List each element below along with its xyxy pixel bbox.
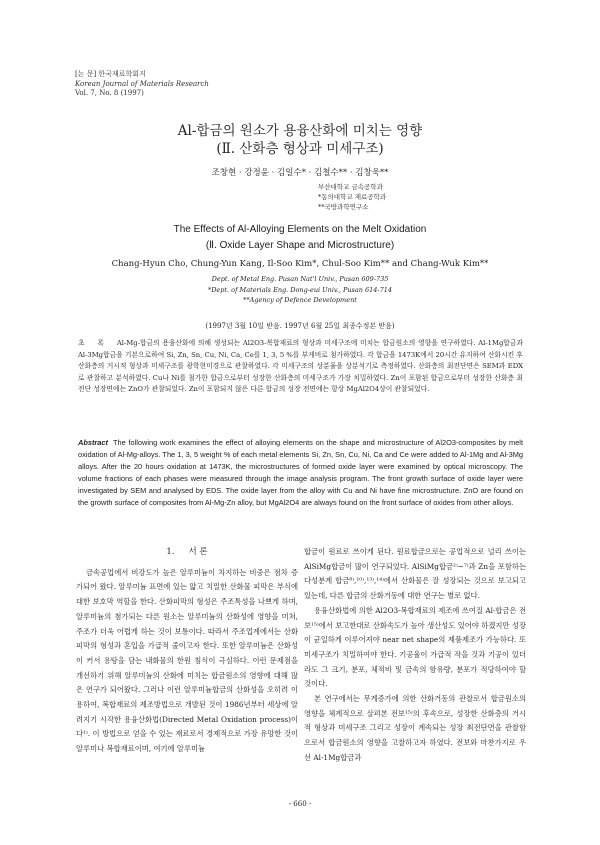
paragraph: 본 연구에서는 무게증가에 의한 산화거동의 관찰로서 합금원소의 영향을 체계적으로 살펴본 전보¹⁵⁾의 후속으로, 성장한 산화층의 거시적 형상과 미세구조 그리고 성장이 계속되는 성장 최전단면을 관찰함으로서 합금원소의 영향을 고찰하고자 하였다. 전보와 마찬가지로 우선 Al-1Mg합금과 — [304, 694, 526, 762]
received-date: (1997년 3월 10일 받음. 1997년 6월 25일 최종수정본 받음) — [205, 322, 395, 330]
title-ko-line2: (Ⅱ. 산화층 형상과 미세구조) — [216, 141, 384, 157]
abstract-ko-label: 초 록 — [78, 339, 109, 347]
affiliations-korean — [318, 182, 386, 212]
affiliations-english — [0, 274, 600, 306]
section-number: 1. — [166, 547, 175, 557]
left-column — [76, 545, 298, 757]
affiliation-ko-3: **국방과학연구소 — [318, 203, 369, 211]
affiliation-ko-2: *동의대학교 재료공학과 — [318, 193, 387, 201]
abstract-en-label: Abstract — [78, 438, 108, 447]
title-en-line1: The Effects of Al-Alloying Elements on the Melt Oxidation — [173, 224, 427, 235]
journal-name-en: Korean Journal of Materials Research — [75, 79, 209, 88]
title-english — [0, 222, 600, 254]
affiliation-en-2: *Dept. of Materials Eng. Dong-eui Univ., Pusan 614-714 — [207, 285, 393, 294]
title-korean — [0, 122, 600, 158]
journal-name-ko: [논 문] 한국재료학회지 — [75, 70, 146, 78]
section-title: 서 론 — [188, 547, 208, 557]
abstract-english — [78, 437, 523, 509]
section-heading-intro — [76, 545, 298, 560]
affiliation-en-1: Dept. of Metal Eng. Pusan Nat'l Univ., Pusan 609-735 — [211, 275, 389, 283]
journal-volume: Vol. 7, No. 8 (1997) — [75, 89, 144, 97]
authors-korean: 조창현 · 강정윤 · 김일수* · 김철수** · 김창욱** — [211, 168, 389, 178]
title-ko-line1: Al-합금의 원소가 용융산화에 미치는 영향 — [177, 123, 423, 139]
abstract-en-text: The following work examines the effect of alloying elements on the shape and microstructure of Al2O3-composites by melt oxidation of Al-Mg-alloys. The 1, 3, 5 weight % of each metal elements Si, Zn, Sn, Cu, Ni, Ca and Ce were added to Al-1Mg and Al-3Mg alloys. After the 20 hours oxidation at 1473K, the microstructures of formed oxide layer were examined by optical microscopy. The volume fractions of each phases were measured through the image analysis program. The front growth surface of oxide layer were investigated by SEM and analysed by EDS. The oxide layer from the alloy with Cu and Ni have fine microstructure. ZnO are found on the growth surface of composites from Al-Mg-Zn alloy, but MgAl2O4 are always found on the front surface of oxides from other alloys. — [78, 438, 523, 507]
page-number: - 660 - — [288, 800, 312, 808]
abstract-korean — [78, 338, 523, 396]
right-column — [304, 545, 526, 766]
paragraph: 합금이 원료로 쓰이게 된다. 원료합금으로는 공업적으로 널리 쓰이는 AlSiMg합금이 많이 연구되었다. AlSiMg합금²⁾~⁷⁾과 Zn을 포함하는 다성분계 합금⁸⁾,¹⁰⁾,¹³⁾,¹⁴⁾에서 산화물은 잘 성장되는 것으로 보고되고 있는데, 다른 합금의 산화거동에 대한 연구는 별로 없다. — [304, 547, 526, 601]
title-en-line2: (Ⅱ. Oxide Layer Shape and Microstructure) — [205, 240, 395, 251]
paragraph: 금속공업에서 비강도가 높은 알루미늄이 차지하는 비중은 점차 증가되어 왔다. 알루미늄 표면에 있는 얇고 치밀한 산화물 피막은 부식에 대한 보호막 역할을 한다. 산화피막의 형성은 주조특성을 나쁘게 하며, 알루미늄의 첨가되는 다른 원소는 알루미늄의 산화성에 영향을 미쳐, 주조가 더욱 어렵게 하는 것이 보통이다. 따라서 주조업계에서는 산화피막의 형성과 혼입을 가급적 줄이고자 한다. 또한 알루미늄은 산화성이 커서 용탕을 담는 내화물의 한원 침식이 극심하다. 이런 문제점을 개선하기 위해 알루미늄의 산화에 미치는 합금원소의 영향에 대해 많은 연구가 되어왔다. 그러나 이런 알루미늄합금의 산화성을 오히려 이용하여, 복합재료의 제조방법으로 개발된 것이 1986년부터 세상에 알려지기 시작한 용융산화법(Directed Metal Oxidation process)이다¹⁾. 이 방법으로 얻을 수 있는 재료로서 경제적으로 가장 유망한 것이 알루미나 복합재료이며, 여기에 알루미늄 — [76, 567, 298, 754]
affiliation-ko-1: 부산대학교 금속공학과 — [318, 183, 383, 191]
journal-header — [75, 70, 209, 99]
paragraph: 용융산화법에 의한 Al2O3-복합재료의 제조에 쓰여질 Al-합금은 전보¹⁵⁾에서 보고한대로 산화속도가 높아 생산성도 있어야 하겠지만 성장이 균일하게 이루어져야 near net shape의 제품제조가 가능하다. 또 미세구조가 치밀하여야 한다. 기공율이 가급적 작을 것과 기공이 있더라도 그 크기, 분포, 체적비 및 금속의 함유량, 분포가 적당하여야 할 것이다. — [304, 605, 526, 689]
affiliation-en-3: **Agency of Defence Development — [243, 296, 357, 304]
abstract-ko-text: Al-Mg-합금의 용융산화에 의해 생성되는 Al2O3-복합재료의 형상과 미세구조에 미치는 합금원소의 영향을 연구하였다. Al-1Mg합금과 Al-3Mg합금을 기본으로하여 Si, Zn, Sn, Cu, Ni, Ca, Ce를 1, 3, 5 %를 부게비로 첨가하였다. 각 합금을 1473K에서 20시간 유지하여 산화시킨 후 산화층의 거시적 형상과 미세구조를 광학현미경으로 관찰하였다. 각 미세구조의 상분율을 상분석기로 측정하였다. 산화층의 최전단면은 SEM과 EDX로 관찰하고 분석하였다. Cu나 Ni를 첨가한 합금으로부터 성장한 산화층의 미세구조가 가장 치밀하였다. Zn이 포함된 합금으로부터 성장한 산화층 최전단 성장면에는 ZnO가 관찰되었다. Zn이 포함되지 않은 다른 합금의 성장 전면에는 항상 MgAl2O4상이 관찰되었다. — [78, 339, 523, 394]
authors-english: Chang-Hyun Cho, Chung-Yun Kang, Il-Soo Kim*, Chul-Soo Kim** and Chang-Wuk Kim** — [111, 259, 489, 269]
